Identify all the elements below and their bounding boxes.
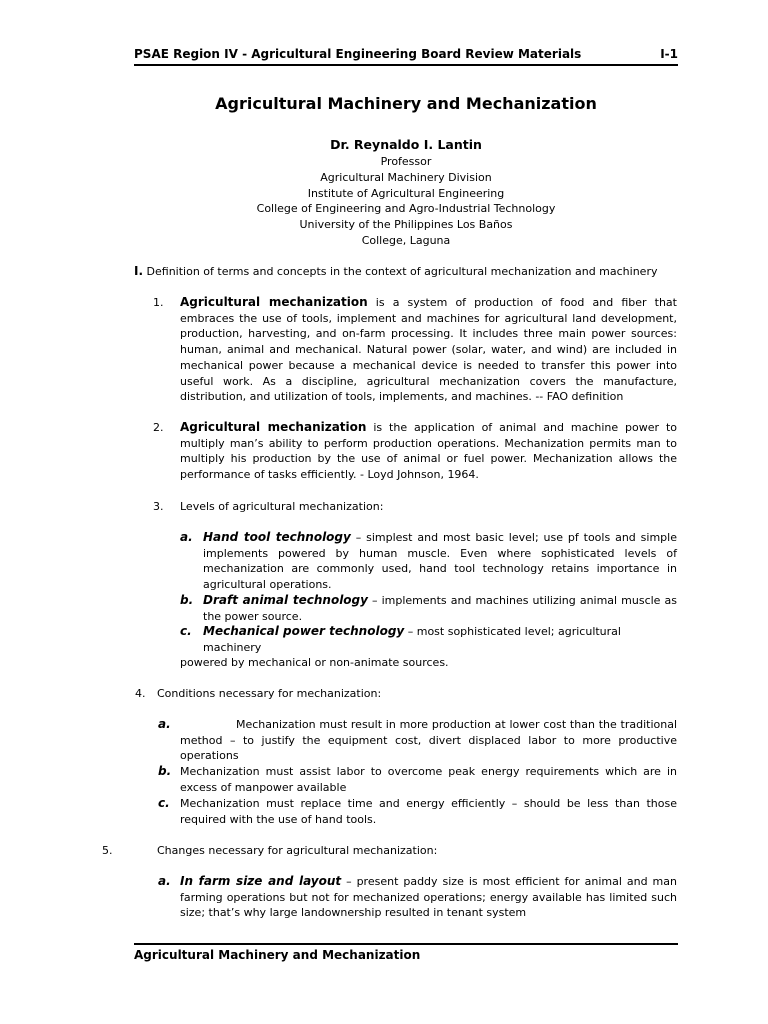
running-footer: Agricultural Machinery and Mechanization	[134, 948, 421, 962]
item-text: Conditions necessary for mechanization:	[157, 687, 382, 700]
section-number: I.	[134, 264, 144, 278]
item-term: Agricultural mechanization	[180, 420, 367, 434]
sub-text: Mechanization must assist labor to overcome peak energy requirements which are in excess of manpower available	[180, 765, 677, 794]
footer-rule	[134, 943, 678, 945]
affiliation-line: College, Laguna	[361, 233, 451, 247]
affiliation-line: Agricultural Machinery Division	[320, 170, 492, 184]
author-affiliation	[134, 154, 678, 249]
section-text: Definition of terms and concepts in the context of agricultural mechanization and machinery	[146, 265, 658, 278]
item-body	[180, 295, 677, 405]
item-text: Levels of agricultural mechanization:	[180, 500, 384, 513]
item-body	[180, 420, 677, 483]
sub-label: b.	[158, 764, 172, 778]
sub-text: Mechanization must result in more production at lower cost than the traditional method – to justify the equipment cost, divert displaced labor to more productive operations	[180, 718, 677, 763]
sub-body	[203, 593, 677, 624]
sub-text: – most sophisticated level; agricultural machinery	[203, 625, 621, 654]
header-title: PSAE Region IV - Agricultural Engineering Board Review Materials	[134, 47, 582, 61]
continuation-text: powered by mechanical or non-animate sources.	[180, 656, 449, 669]
sub-label: a.	[180, 530, 193, 544]
sub-term: Hand tool technology	[203, 530, 351, 544]
item-number: 3.	[153, 500, 164, 513]
affiliation-line: Institute of Agricultural Engineering	[307, 186, 505, 200]
sub-label: c.	[180, 624, 192, 638]
affiliation-line: Professor	[380, 155, 432, 168]
sub-term: Draft animal technology	[203, 593, 368, 607]
item-text: is the application of animal and machine power to multiply man’s ability to perform production operations. Mechanization permits man to multiply his production by the use of animal or fuel power. Mechanization allows the performance of tasks efficiently. - Loyd Johnson, 1964.	[180, 421, 677, 482]
sub-label: c.	[158, 796, 170, 810]
affiliation-line: University of the Philippines Los Baños	[299, 218, 513, 232]
author-name: Dr. Reynaldo I. Lantin	[330, 137, 482, 152]
item-number: 2.	[153, 421, 164, 434]
item-term: Agricultural mechanization	[180, 295, 368, 309]
sub-term: Mechanical power technology	[203, 624, 405, 638]
document-title: Agricultural Machinery and Mechanization	[215, 94, 597, 113]
sub-text: – implements and machines utilizing animal muscle as the power source.	[203, 594, 677, 623]
sub-text: – present paddy size is most efficient for animal and man farming operations but not for mechanized operations; energy available has limited such size; that’s why large landownership resulted in tenant system	[180, 875, 677, 920]
sub-text: Mechanization must replace time and energy efficiently – should be less than those required with the use of hand tools.	[180, 797, 677, 826]
sub-body	[180, 874, 677, 921]
item-text: Changes necessary for agricultural mechanization:	[157, 844, 438, 857]
sub-label: a.	[158, 717, 171, 731]
item-number: 5.	[102, 844, 113, 857]
sub-body	[203, 624, 677, 655]
running-header	[134, 46, 678, 62]
sub-label: a.	[158, 874, 171, 888]
item-number: 4.	[135, 687, 146, 700]
section-heading	[134, 264, 694, 280]
header-rule	[134, 64, 678, 66]
item-number: 1.	[153, 296, 164, 309]
sub-text: – simplest and most basic level; use pf tools and simple implements powered by human muscle. Even where sophisticated levels of mechanization are commonly used, hand tool technology retains importance in agricultural operations.	[203, 531, 677, 592]
sub-body	[203, 530, 677, 593]
page-label: I-1	[660, 47, 678, 61]
sub-label: b.	[180, 593, 194, 607]
item-text: is a system of production of food and fiber that embraces the use of tools, implement and machines for agricultural land development, production, harvesting, and on-farm processing. It includes three main power sources: human, animal and mechanical. Natural power (solar, water, and wind) are included in mechanical power because a mechanical device is needed to transfer this power into useful work. As a discipline, agricultural mechanization covers the manufacture, distribution, and utilization of tools, implements, and machines. -- FAO definition	[180, 296, 677, 404]
affiliation-line: College of Engineering and Agro-Industrial Technology	[256, 202, 556, 216]
sub-term: In farm size and layout	[180, 874, 342, 888]
